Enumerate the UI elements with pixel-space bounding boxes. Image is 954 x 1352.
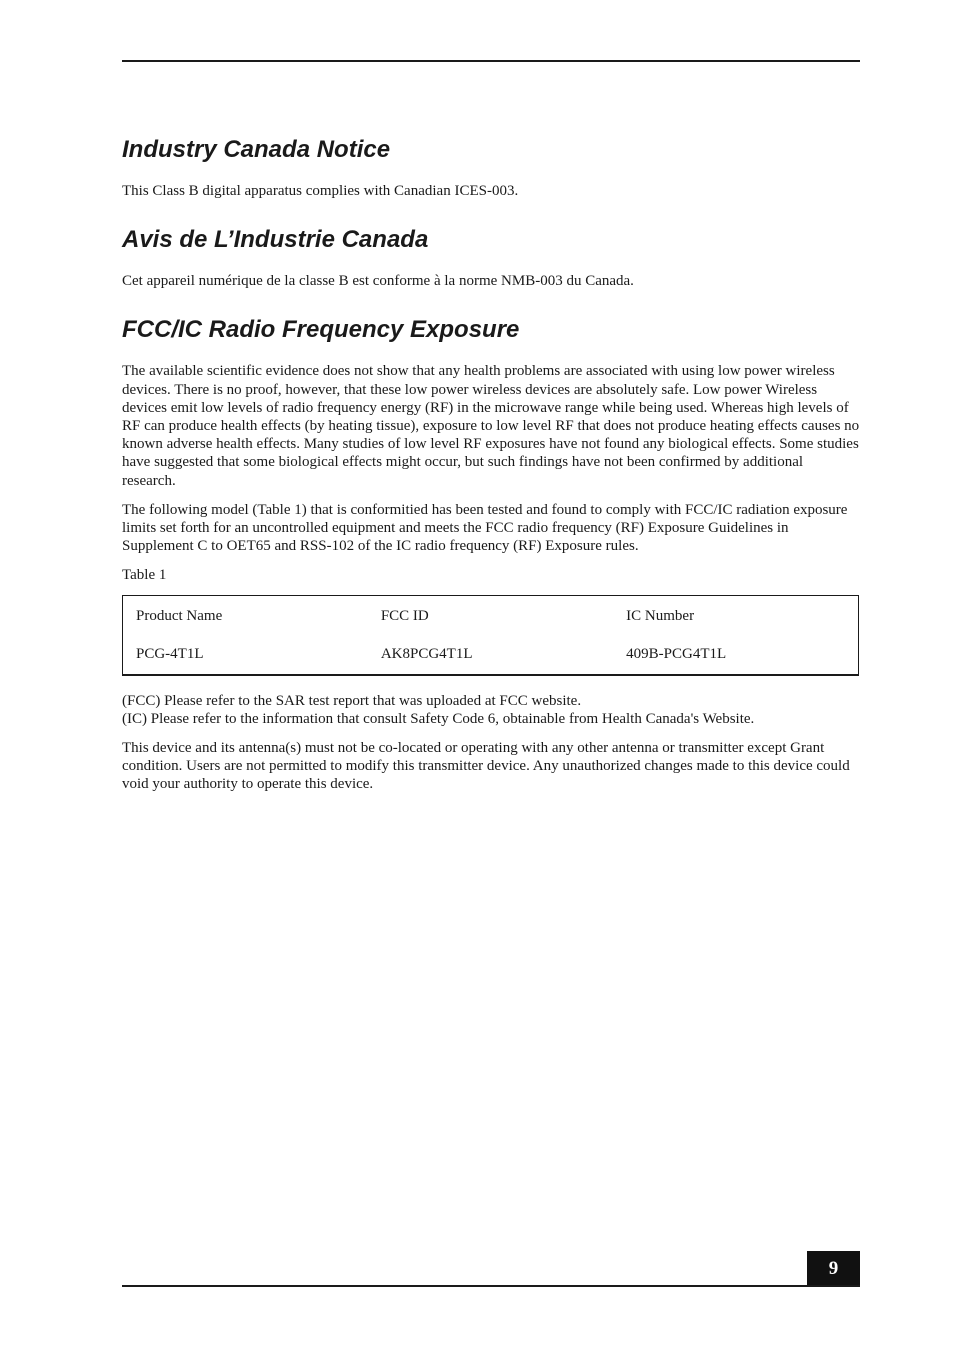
page-content bbox=[122, 134, 860, 794]
table-cell: PCG-4T1L bbox=[136, 646, 204, 663]
table-header-cell: Product Name bbox=[136, 608, 223, 625]
bottom-rule bbox=[122, 1285, 860, 1287]
product-table bbox=[122, 595, 859, 676]
industry-canada-text: This Class B digital apparatus complies with Canadian ICES-003. bbox=[122, 183, 519, 199]
top-rule bbox=[122, 60, 860, 62]
avis-industrie-heading: Avis de L’Industrie Canada bbox=[122, 226, 429, 254]
industry-canada-heading: Industry Canada Notice bbox=[122, 136, 391, 163]
table-cell: 409B-PCG4T1L bbox=[626, 646, 727, 663]
table-header-cell: IC Number bbox=[626, 608, 695, 625]
fcc-note: (FCC) Please refer to the SAR test report that was uploaded at FCC website. bbox=[122, 692, 582, 709]
avis-industrie-text: Cet appareil numérique de la classe B est conforme à la norme NMB-003 du Canada. bbox=[122, 273, 634, 290]
page-number: 9 bbox=[807, 1251, 860, 1287]
table-row bbox=[123, 636, 859, 675]
rf-exposure-paragraph-1: The available scientific evidence does not show that any health problems are associated with using low power wireless devices. There is no proof, however, that these low power wireless devices are absolutely safe. Low power Wireless devices emit low levels of radio frequency energy (RF) in the microwave range while being used. Whereas high levels of RF can produce health effects (by heating tissue), exposure to low level RF that does not produce heating effects causes no known adverse health effects. Many studies of low level RF exposures have not found any biological effects. Some studies have suggested that some biological effects might occur, but such findings have not been confirmed by additional research. bbox=[122, 363, 860, 489]
table-caption: Table 1 bbox=[122, 567, 167, 584]
ic-note: (IC) Please refer to the information that consult Safety Code 6, obtainable from Health Canada's Website. bbox=[122, 710, 755, 727]
table-cell: AK8PCG4T1L bbox=[380, 646, 473, 663]
rf-exposure-paragraph-2: The following model (Table 1) that is conformitied has been tested and found to comply with FCC/IC radiation exposure limits set forth for an uncontrolled equipment and meets the FCC radio frequency (RF) Exposure Guidelines in Supplement C to OET65 and RSS-102 of the IC radio frequency (RF) Exposure rules. bbox=[122, 501, 848, 555]
rf-exposure-heading: FCC/IC Radio Frequency Exposure bbox=[122, 316, 520, 344]
table-header-cell: FCC ID bbox=[380, 608, 429, 625]
colocation-statement: This device and its antenna(s) must not be co-located or operating with any other antenna or transmitter except Grant condition. Users are not permitted to modify this transmitter device. Any unauthorized changes made to this device could void your authority to operate this device. bbox=[122, 740, 850, 793]
table-header-row bbox=[123, 595, 859, 636]
sar-notes bbox=[122, 692, 860, 728]
